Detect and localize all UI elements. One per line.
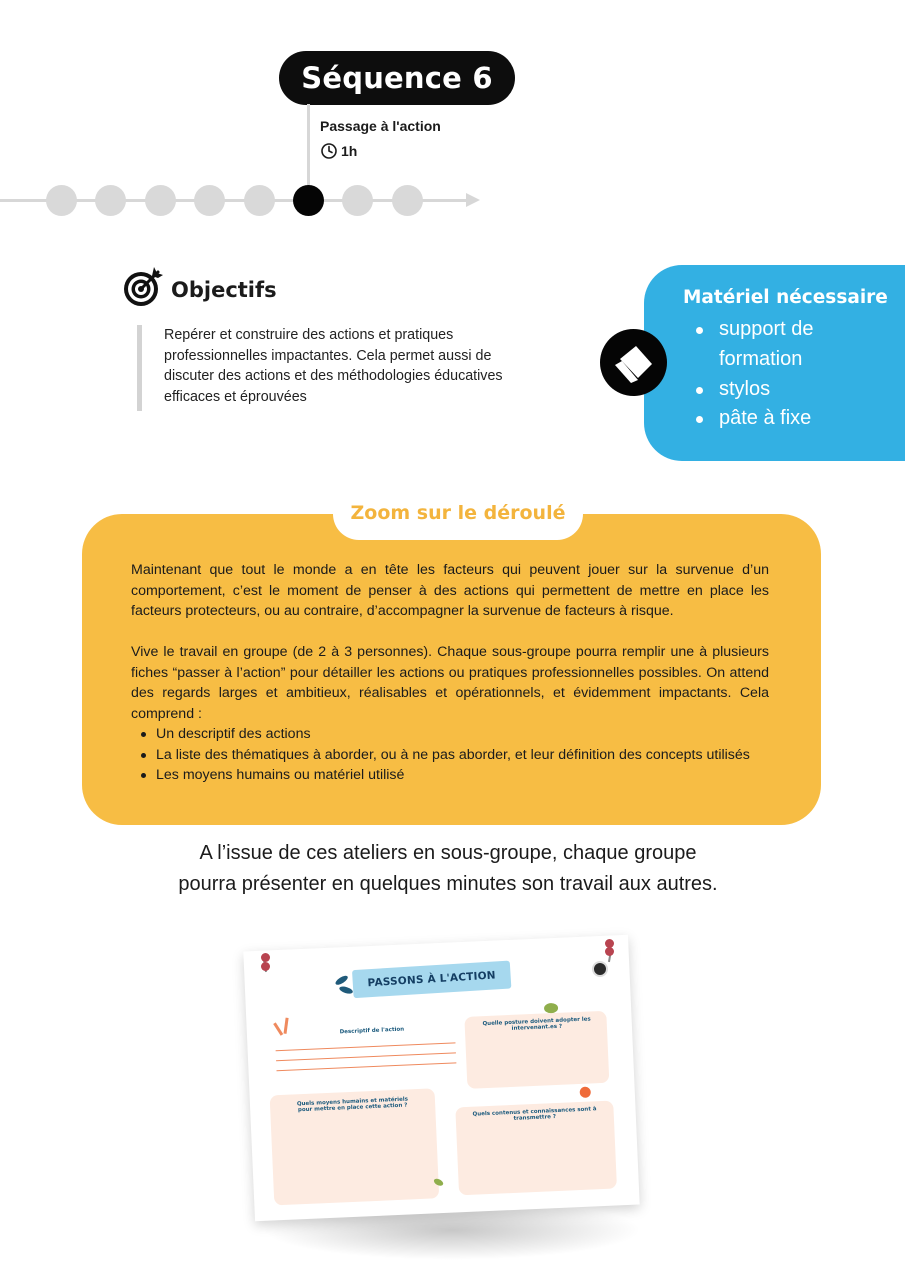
material-card — [644, 265, 905, 461]
timeline-step-current — [293, 185, 324, 216]
zoom-bullet: Un descriptif des actions — [131, 724, 769, 745]
spark-icon — [273, 1022, 283, 1035]
worksheet-title: PASSONS À L'ACTION — [367, 969, 497, 990]
outro-line: A l’issue de ces ateliers en sous-groupe, chaque groupe — [199, 842, 697, 864]
leaf-icon — [334, 974, 349, 987]
material-list — [696, 315, 896, 434]
objectives-text: Repérer et construire des actions et pratiques professionnelles impactantes. Cela permet aussi de discuter des actions et des méthodologies éducatives efficaces et éprouvées — [164, 327, 503, 405]
timeline-arrow-icon — [466, 193, 480, 207]
worksheet-box-label: Quels moyens humains et matériels pour mettre en place cette action ? — [296, 1096, 409, 1114]
worksheet-image — [243, 935, 639, 1222]
zoom-bullet-list — [131, 724, 769, 786]
zoom-paragraph: Maintenant que tout le monde a en tête les facteurs qui peuvent jouer sur la survenue d’un comportement, c’est le moment de penser à des actions qui permettent de mettre en place les facteurs protecteurs, ou au contraire, d’accompagner la survenue de facteurs à risque. — [131, 562, 769, 619]
duration-value: 1h — [341, 143, 358, 159]
zoom-title: Zoom sur le déroulé — [350, 502, 566, 524]
worksheet-banner — [352, 961, 511, 999]
leaf-icon — [338, 985, 353, 995]
timeline-connector — [307, 104, 310, 186]
clock-icon — [320, 142, 338, 160]
material-item: support de formation — [696, 315, 896, 375]
eraser-icon-glyph — [600, 329, 667, 396]
zoom-bullet: Les moyens humains ou matériel utilisé — [131, 765, 769, 786]
objectives-accent-bar — [137, 325, 142, 411]
magnet-icon — [592, 961, 608, 977]
info-icon — [580, 1087, 591, 1098]
worksheet-line — [277, 1062, 457, 1071]
timeline-step — [392, 185, 423, 216]
timeline-step — [95, 185, 126, 216]
material-item: pâte à fixe — [696, 404, 896, 434]
eraser-icon — [600, 329, 667, 396]
outro-text — [100, 838, 796, 900]
zoom-bullet: La liste des thématiques à aborder, ou à ne pas aborder, et leur définition des concepts utilisés — [131, 745, 769, 766]
sequence-title: Séquence 6 — [279, 51, 515, 105]
timeline-step — [145, 185, 176, 216]
outro-line: pourra présenter en quelques minutes son travail aux autres. — [178, 873, 718, 895]
timeline-step — [342, 185, 373, 216]
worksheet-box-label: Descriptif de l'action — [339, 1026, 405, 1036]
zoom-content — [131, 560, 769, 786]
worksheet-line — [276, 1042, 456, 1051]
worksheet-box-label: Quelle posture doivent adopter les intervenant.es ? — [482, 1016, 591, 1032]
worksheet-box-label: Quels contenus et connaissances sont à transmettre ? — [472, 1106, 597, 1122]
speech-bubble-icon — [544, 1003, 558, 1014]
sequence-duration — [320, 142, 357, 160]
timeline-step — [244, 185, 275, 216]
material-item: stylos — [696, 375, 896, 405]
pushpin-icon — [261, 962, 270, 971]
timeline-step — [46, 185, 77, 216]
spark-icon — [284, 1018, 289, 1034]
timeline-step — [194, 185, 225, 216]
worksheet-line — [276, 1052, 456, 1061]
pushpin-icon — [261, 953, 270, 962]
target-icon — [121, 265, 165, 309]
zoom-paragraph: Vive le travail en groupe (de 2 à 3 personnes). Chaque sous-groupe pourra remplir une à plusieurs fiches “passer à l’action” pour détailler les actions ou pratiques professionnelles possibles. On attend des regards larges et ambitieux, réalisables et opérationnels, et évidemment impactants. Cela comprend : — [131, 644, 769, 722]
material-title: Matériel nécessaire — [683, 287, 888, 308]
pushpin-icon — [605, 947, 614, 956]
sequence-subtitle: Passage à l'action — [320, 118, 441, 134]
objectives-title: Objectifs — [171, 278, 277, 302]
